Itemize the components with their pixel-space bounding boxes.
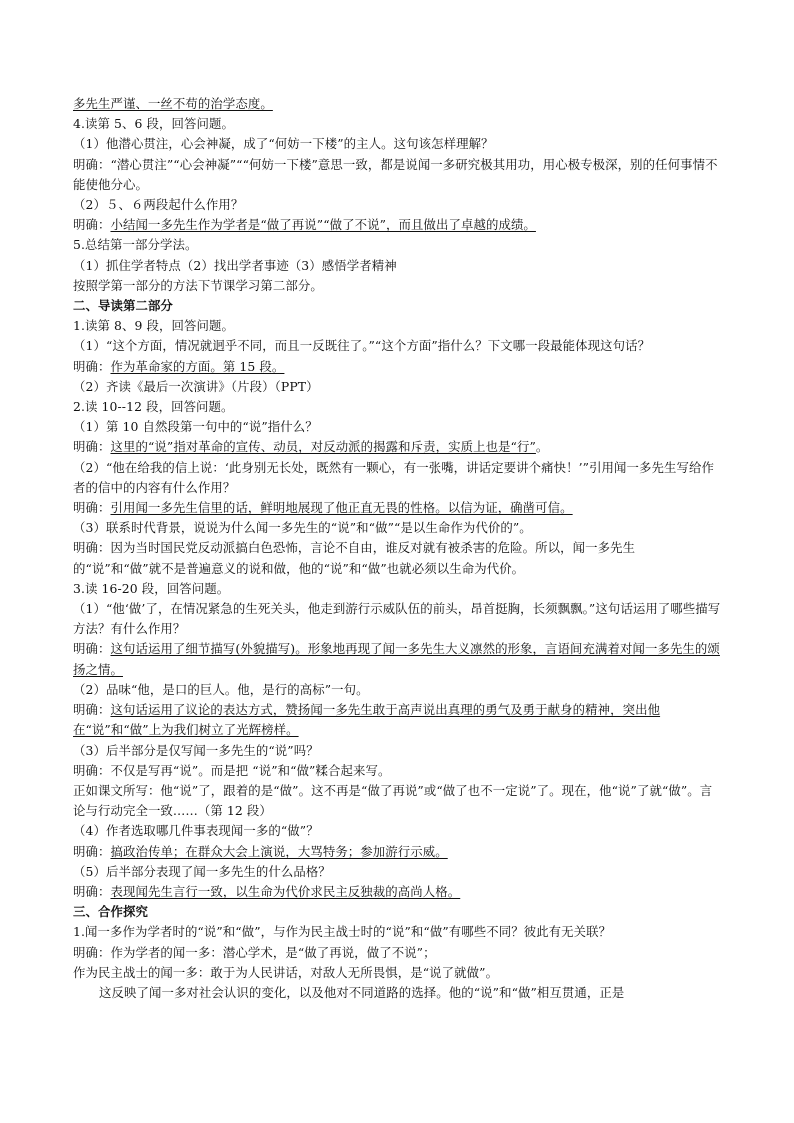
underlined-answer-text: 表现闻先生言行一致，以生命为代价求民主反独裁的高尚人格。 [110, 883, 461, 899]
line-text: 明确： [73, 217, 111, 233]
text-line [73, 114, 723, 134]
line-text: 按照学第一部分的方法下节课学习第二部分。 [73, 277, 323, 293]
text-line [73, 134, 723, 154]
underlined-answer-text: 搞政治传单；在群众大会上演说，大骂特务；参加游行示威。 [110, 843, 448, 859]
line-text: （1）抓住学者特点（2）找出学者事迹（3）感悟学者精神 [73, 257, 397, 273]
text-line [73, 943, 723, 963]
line-text: 明确： [73, 702, 111, 718]
text-line [73, 761, 723, 781]
document-page [73, 94, 723, 1003]
text-line [73, 195, 723, 215]
line-text: 作为民主战士的闻一多：敢于为人民讲话，对敌人无所畏惧，是“说了就做”。 [73, 964, 499, 980]
text-line [73, 256, 723, 276]
text-line [73, 498, 723, 518]
underlined-answer-text: 作为革命家的方面。第 15 段。 [110, 358, 285, 374]
section-heading [73, 296, 723, 316]
line-text: 明确：作为学者的闻一多：潜心学术，是“做了再说，做了不说”； [73, 944, 436, 960]
text-line [73, 963, 723, 983]
line-text: （1）“他‘做’了，在情况紧急的生死关头，他走到游行示威队伍的前头，昂首挺胸，长须飘飘。”这句话运用了哪些描写方法？有什么作用？ [73, 601, 721, 637]
line-text: 明确： [73, 500, 111, 516]
line-text: 正如课文所写：他“说”了，跟着的是“做”。这不再是“做了再说”或“做了也不一定说”了。现在，他“说”了就“做”。言论与行动完全一致……（第 12 段） [73, 782, 713, 819]
line-text: 三、合作探究 [73, 904, 148, 920]
line-text: （3）后半部分是仅写闻一多先生的“说”吗？ [73, 742, 319, 758]
text-line [73, 781, 723, 821]
line-text: 明确： [73, 641, 111, 657]
text-line [73, 680, 723, 700]
underlined-answer-text: 多先生严谨、一丝不苟的治学态度。 [73, 96, 273, 111]
text-line [73, 821, 723, 841]
text-line [73, 357, 723, 377]
line-text: （2）品味“他，是口的巨人。他，是行的高标”一句。 [73, 681, 369, 697]
underlined-answer-text: 这里的“说”指对革命的宣传、动员，对反动派的揭露和斥责，实质上也是“行” [110, 439, 536, 455]
text-line [73, 155, 723, 195]
line-text: 这反映了闻一多对社会认识的变化，以及他对不同道路的选择。他的“说”和“做”相互贯通，正是 [99, 984, 625, 1000]
underlined-answer-text: 小结闻一多先生作为学者是“做了再说”“做了不说”，而且做出了卓越的成绩。 [110, 217, 536, 233]
text-line [73, 397, 723, 417]
line-text: （1）他潜心贯注，心会神凝，成了“何妨一下楼”的主人。这句该怎样理解？ [73, 136, 494, 152]
line-text: 5.总结第一部分学法。 [73, 237, 198, 253]
text-line [73, 639, 723, 679]
line-text: 2.读 10--12 段，回答问题。 [73, 399, 234, 415]
line-text: 明确：不仅是写再“说”。而是把 “说”和“做”糅合起来写。 [73, 762, 391, 778]
text-line [73, 862, 723, 882]
text-line [73, 377, 723, 397]
underlined-answer-text: 引用闻一多先生信里的话，鲜明地展现了他正直无畏的性格。以信为证，确凿可信。 [110, 500, 573, 516]
line-text: （5）后半部分表现了闻一多先生的什么品格？ [73, 863, 331, 879]
line-text: 明确：因为当时国民党反动派搞白色恐怖，言论不自由，谁反对就有被杀害的危险。所以，闻一多先生的“说”和“做”就不是普遍意义的说和做，他的“说”和“做”也就必须以生命为代价。 [73, 540, 636, 576]
text-line [73, 417, 723, 437]
text-line [73, 458, 723, 498]
text-line [73, 215, 723, 235]
line-text: 4.读第 5、6 段，回答问题。 [73, 116, 234, 132]
line-text: （1）“这个方面，情况就迥乎不同，而且一反既往了。”“这个方面”指什么？下文哪一段最能体现这句话？ [73, 338, 651, 354]
line-text: 明确： [73, 439, 111, 455]
line-text: 3.读 16-20 段，回答问题。 [73, 580, 230, 596]
text-line [73, 983, 723, 1003]
text-line [73, 336, 723, 356]
text-line [73, 518, 723, 538]
underlined-answer-text: 这句话运用了议论的表达方式，赞扬闻一多先生敢于高声说出真理的勇气及勇于献身的精神，突出他在“说”和“做”上为我们树立了光辉榜样。 [73, 702, 661, 738]
text-line [73, 741, 723, 761]
line-text: （2）“他在给我的信上说：‘此身别无长处，既然有一颗心，有一张嘴，讲话定要讲个痛快！’”引用闻一多先生写给作者的信中的内容有什么作用？ [73, 459, 714, 495]
line-text: 明确：“潜心贯注”“心会神凝”““何妨一下楼”意思一致，都是说闻一多研究极其用功，用心极专极深，别的任何事情不能使他分心。 [73, 156, 718, 192]
text-line [73, 579, 723, 599]
underlined-answer-text: 这句话运用了细节描写(外貌描写)。形象地再现了闻一多先生大义凛然的形象，言语间充满着对闻一多先生的颂扬之情。 [73, 641, 720, 677]
section-heading [73, 902, 723, 922]
line-text: （2）齐读《最后一次演讲》（片段）（PPT） [73, 378, 319, 394]
line-text: 。 [535, 439, 549, 455]
text-line [73, 538, 723, 578]
line-text: 二、导读第二部分 [73, 298, 173, 314]
text-line [73, 316, 723, 336]
line-text: 1.闻一多作为学者时的“说”和“做”，与作为民主战士时的“说”和“做”有哪些不同？彼此有无关联？ [73, 924, 612, 940]
text-line [73, 599, 723, 639]
text-line [73, 922, 723, 942]
text-line [73, 437, 723, 457]
line-text: （4）作者选取哪几件事表现闻一多的“做”？ [73, 823, 319, 839]
line-text: （1）第 10 自然段第一句中的“说”指什么？ [73, 419, 318, 435]
text-line [73, 700, 723, 740]
text-line [73, 235, 723, 255]
line-text: （2）５、６两段起什么作用？ [73, 197, 244, 213]
line-text: （3）联系时代背景，说说为什么闻一多先生的“说”和“做”“是以生命作为代价的”。 [73, 520, 532, 536]
line-text: 明确： [73, 883, 111, 899]
line-text: 明确： [73, 358, 111, 374]
line-text: 明确： [73, 843, 111, 859]
text-line [73, 882, 723, 902]
text-line [73, 94, 723, 114]
text-line [73, 276, 723, 296]
line-text: 1.读第 8、9 段，回答问题。 [73, 318, 234, 334]
text-line [73, 842, 723, 862]
